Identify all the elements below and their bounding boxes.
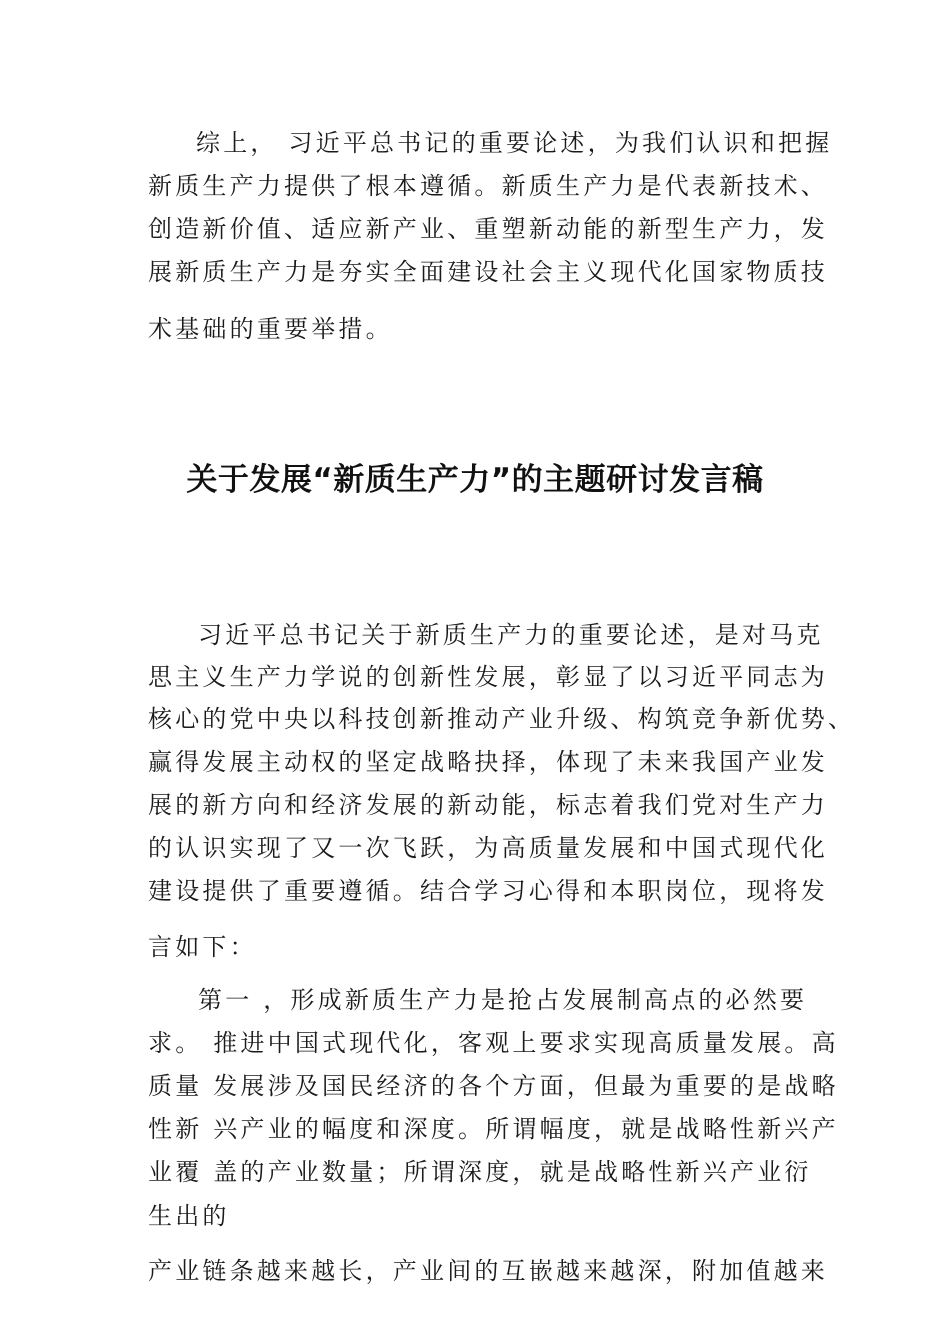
paragraph-1-line-2: 思主义生产力学说的创新性发展，彰显了以习近平同志为 [148,663,828,691]
paragraph-1-line-8: 言如下： [148,933,257,961]
intro-line-1: 综上， 习近平总书记的重要论述，为我们认识和把握 [196,129,833,157]
paragraph-2-line-1: 第一 ，形成新质生产力是抢占发展制高点的必然要 [198,986,808,1014]
paragraph-1-line-6: 的认识实现了又一次飞跃，为高质量发展和中国式现代化 [148,834,828,862]
paragraph-2-line-6: 生出的 [148,1202,230,1230]
paragraph-1-line-7: 建设提供了重要遵循。结合学习心得和本职岗位，现将发 [148,877,828,905]
paragraph-2-line-7: 产业链条越来越长，产业间的互嵌越来越深，附加值越来 [148,1257,828,1285]
paragraph-2-line-5: 业覆 盖的产业数量；所谓深度，就是战略性新兴产业衍 [148,1158,812,1186]
paragraph-1-line-4: 赢得发展主动权的坚定战略抉择，体现了未来我国产业发 [148,748,828,776]
intro-line-3: 创造新价值、适应新产业、重塑新动能的新型生产力，发 [148,215,828,243]
paragraph-2-line-3: 质量 发展涉及国民经济的各个方面，但最为重要的是战略 [148,1072,839,1100]
paragraph-2-line-2: 求。 推进中国式现代化，客观上要求实现高质量发展。高 [148,1029,839,1057]
paragraph-1-line-5: 展的新方向和经济发展的新动能，标志着我们党对生产力 [148,791,828,819]
intro-line-5: 术基础的重要举措。 [148,315,393,343]
paragraph-1-line-3: 核心的党中央以科技创新推动产业升级、构筑竞争新优势、 [148,705,856,733]
paragraph-2-line-4: 性新 兴产业的幅度和深度。所谓幅度，就是战略性新兴产 [148,1115,839,1143]
intro-line-4: 展新质生产力是夯实全面建设社会主义现代化国家物质技 [148,258,828,286]
paragraph-1-line-1: 习近平总书记关于新质生产力的重要论述，是对马克 [198,621,824,649]
intro-line-2: 新质生产力提供了根本遵循。新质生产力是代表新技术、 [148,172,828,200]
article-title: 关于发展“新质生产力”的主题研讨发言稿 [186,462,764,498]
